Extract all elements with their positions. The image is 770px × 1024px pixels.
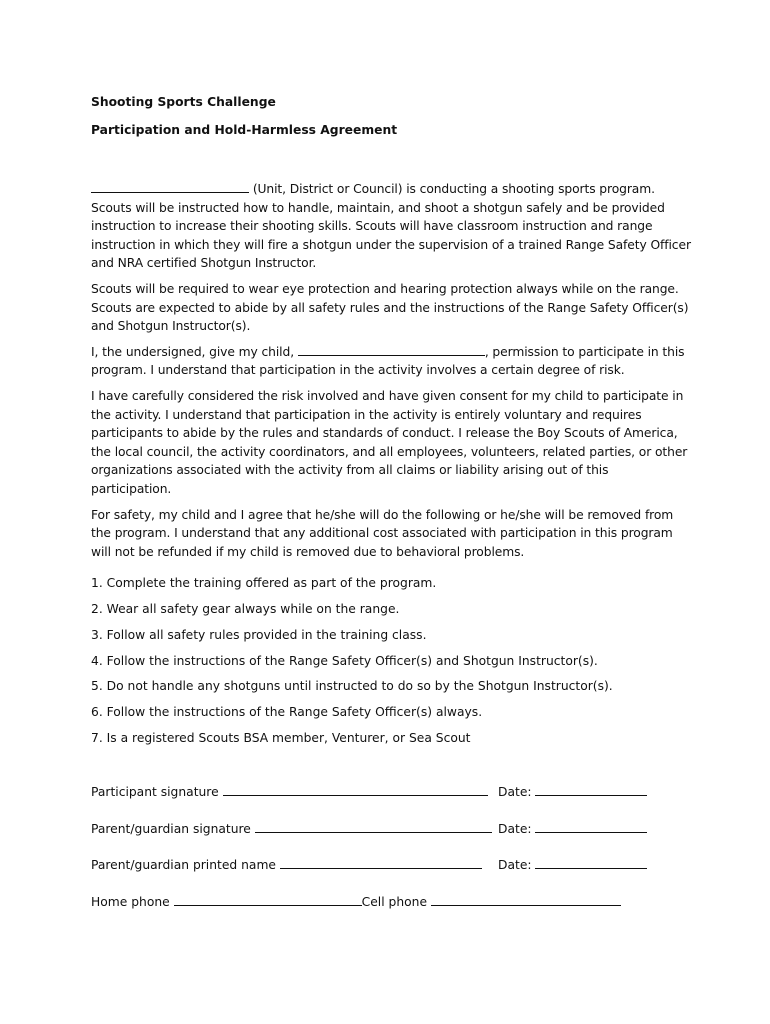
participant-date-field[interactable] bbox=[535, 783, 647, 796]
signature-block bbox=[91, 783, 691, 929]
parent-signature-field[interactable] bbox=[255, 820, 492, 833]
permission-text-end: , permission to participate in this program. I understand that participation in the activity involves a certain degree of risk. bbox=[91, 344, 685, 378]
participant-signature-field[interactable] bbox=[223, 783, 488, 796]
document-page bbox=[91, 94, 691, 929]
list-item: 3. Follow all safety rules provided in the training class. bbox=[91, 627, 427, 642]
unit-name-field[interactable] bbox=[91, 180, 249, 193]
parent-name-label: Parent/guardian printed name bbox=[91, 858, 276, 873]
child-name-field[interactable] bbox=[298, 343, 485, 356]
parent-name-field[interactable] bbox=[280, 856, 482, 869]
parent-signature-row bbox=[91, 820, 691, 857]
paragraph-unit-text: (Unit, District or Council) is conducting a shooting sports program. Scouts will be instructed how to handle, maintain, and shoot a shotgun safely and be provided instruction to increase their shooting skills. Scouts will have classroom instruction and range instruction in which they will fire a shotgun under the supervision of a trained Range Safety Officer and NRA certified Shotgun Instructor. bbox=[91, 182, 691, 271]
paragraph-release: I have carefully considered the risk involved and have given consent for my child to participate in the activity. I understand that participation in the activity is entirely voluntary and requires participants to abide by the rules and standards of conduct. I release the Boy Scouts of America, the local council, the activity coordinators, and all employees, volunteers, related parties, or other organizations associated with the activity from all claims or liability arising out of this participation. bbox=[91, 388, 688, 496]
date-label: Date: bbox=[498, 785, 532, 800]
document-title: Shooting Sports Challenge bbox=[91, 95, 276, 109]
parent-date-field[interactable] bbox=[535, 820, 647, 833]
list-item: 6. Follow the instructions of the Range Safety Officer(s) always. bbox=[91, 705, 483, 720]
rules-list bbox=[91, 574, 691, 747]
list-item: 5. Do not handle any shotguns until instructed to do so by the Shotgun Instructor(s). bbox=[91, 679, 613, 694]
cell-phone-label: Cell phone bbox=[361, 894, 428, 909]
paragraph-removal: For safety, my child and I agree that he/she will do the following or he/she will be removed from the program. I understand that any additional cost associated with participation in this program will not be refunded if my child is removed due to behavioral problems. bbox=[91, 507, 674, 559]
participant-signature-label: Participant signature bbox=[91, 785, 219, 800]
home-phone-label: Home phone bbox=[91, 894, 170, 909]
date-label: Date: bbox=[498, 858, 532, 873]
parent-name-row bbox=[91, 856, 691, 893]
list-item: 7. Is a registered Scouts BSA member, Venturer, or Sea Scout bbox=[91, 731, 471, 746]
phone-row bbox=[91, 893, 691, 930]
permission-text-start: I, the undersigned, give my child, bbox=[91, 344, 294, 359]
document-subtitle: Participation and Hold-Harmless Agreement bbox=[91, 123, 398, 137]
participant-signature-row bbox=[91, 783, 691, 820]
parent-signature-label: Parent/guardian signature bbox=[91, 821, 251, 836]
list-item: 2. Wear all safety gear always while on the range. bbox=[91, 602, 400, 617]
date-label: Date: bbox=[498, 821, 532, 836]
home-phone-field[interactable] bbox=[174, 893, 362, 906]
document-body bbox=[91, 180, 691, 561]
list-item: 4. Follow the instructions of the Range Safety Officer(s) and Shotgun Instructor(s). bbox=[91, 653, 598, 668]
list-item: 1. Complete the training offered as part of the program. bbox=[91, 576, 437, 591]
parent-name-date-field[interactable] bbox=[535, 856, 647, 869]
paragraph-safety-gear: Scouts will be required to wear eye protection and hearing protection always while on the range. Scouts are expected to abide by all safety rules and the instructions of the Range Safety Officer(s) and Shotgun Instructor(s). bbox=[91, 281, 689, 334]
paragraph-unit bbox=[91, 180, 691, 273]
cell-phone-field[interactable] bbox=[431, 893, 621, 906]
paragraph-permission bbox=[91, 343, 691, 380]
